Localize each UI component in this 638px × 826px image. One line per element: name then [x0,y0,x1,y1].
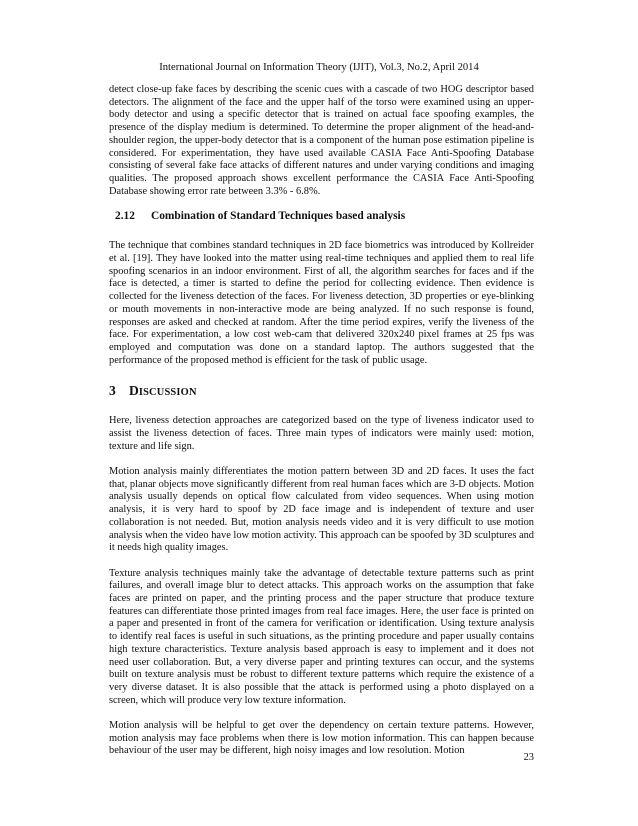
paragraph-texture-analysis: Texture analysis techniques mainly take the advantage of detectable texture patterns such as print failures, and overall image blur to detect attacks. This approach works on the assumption that fake faces are printed on paper, and the printing process and the paper structure that produce texture features can differentiate those printed images from real face images. Here, the user face is printed on a paper and presented in front of the camera for verification or identification. Using texture analysis to identify real faces is useful in such situations, as the printing procedure and paper usually contains high texture characteristics. Texture analysis based approach is easy to implement and it does not need user collaboration. But, a very diverse paper and printing textures can occur, and the systems built on texture analysis must be robust to different texture patterns which require the existence of a very diverse dataset. It is also possible that the attack is performed using a photo displayed on a screen, which will produce very low texture information. [109,567,534,706]
section-title: Combination of Standard Techniques based analysis [151,210,406,223]
section-number: 2.12 [115,210,135,223]
running-header: International Journal on Information Theory (IJIT), Vol.3, No.2, April 2014 [159,62,479,73]
paragraph-motion-helpful: Motion analysis will be helpful to get over the dependency on certain texture patterns. However, motion analysis may face problems when there is low motion information. This can happen because behaviour of the user may be different, high noisy images and low resolution. Motion [109,719,534,757]
section-number: 3 [109,383,116,399]
paragraph-intro: detect close-up fake faces by describing the scenic cues with a cascade of two HOG descriptor based detectors. The alignment of the face and the upper half of the torso were examined using an upper-body detector and using a specific detector that is trained on actual face spoofing examples, the presence of the display medium is determined. To determine the proper alignment of the head-and- shoulder region, the upper-body detector that is a component of the human pose estimation pipeline is considered. For experimentation, they have used available CASIA Face Anti-Spoofing Database consisting of several fake face attacks of different natures and under varying conditions and imaging qualities. The proposed approach shows excellent performance the CASIA Face Anti-Spoofing Database showing error rate between 3.3% - 6.8%. [109,84,534,197]
page-body [109,84,534,771]
paragraph-motion-analysis: Motion analysis mainly differentiates the motion pattern between 3D and 2D faces. It uses the fact that, planar objects move significantly different from real human faces which are 3-D objects. Motion analysis usually depends on optical flow calculated from video sequences. When using motion analysis, it is very hard to spoof by 2D face image and is independent of texture and user collaboration is not needed. But, motion analysis needs video and it is very difficult to use motion analysis when the video have low motion activity. This approach can be spoofed by 3D sculptures and it needs high quality images. [109,466,534,554]
section-title-initial: D [129,383,139,399]
section-title-rest: ISCUSSION [138,387,197,399]
paragraph-combination-techniques: The technique that combines standard techniques in 2D face biometrics was introduced by Kollreider et al. [19]. They have looked into the matter using real-time techniques and applied them to real life spoofing scenarios in an indoor environment. First of all, the algorithm searches for faces and if the face is detected, a timer is started to define the period for collecting evidence. Then evidence is collected for the liveness detection of the faces. For liveness detection, 3D properties or eye-blinking or mouth movements in non-interactive mode are being analyzed. If no such response is found, responses are asked and checked at random. After the time period expires, verify the liveness of the face. For experimentation, a low cost web-cam that delivered 320x240 pixel frames at 25 fps was employed and computation was done on a standard laptop. The authors suggested that the performance of the proposed method is efficient for the task of public usage. [109,240,534,366]
paragraph-discussion-intro: Here, liveness detection approaches are categorized based on the type of liveness indicator used to assist the liveness detection of faces. Three main types of indicators were mainly used: motion, texture and life sign. [109,415,534,452]
section-heading-2-12 [115,210,534,223]
section-heading-discussion [109,383,534,400]
page-number: 23 [523,752,534,763]
